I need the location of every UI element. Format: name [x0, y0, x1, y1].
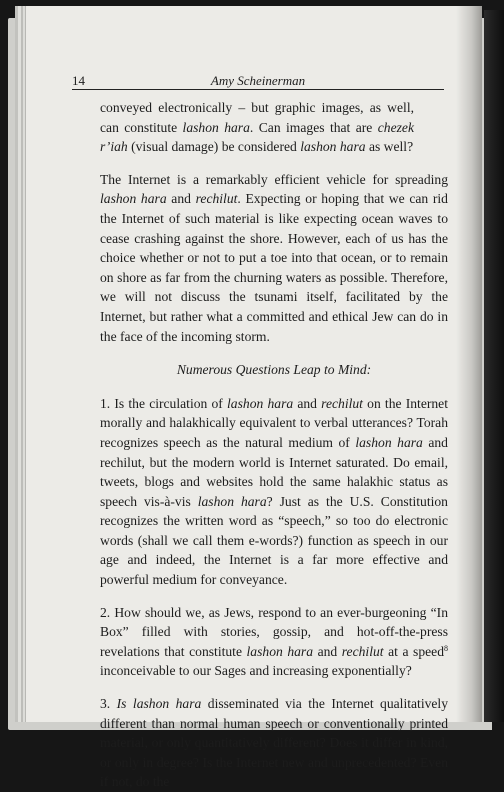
- text-run: conveyed electronically – but graphic images, as well, can constitute: [100, 100, 414, 135]
- italic-run: lashon hara: [227, 395, 294, 411]
- italic-run: lashon hara: [100, 191, 167, 207]
- italic-run: rechilut: [321, 395, 363, 411]
- text-run: The Internet is a remarkably efficient vehicle for spreading: [100, 171, 448, 187]
- italic-run: lashon hara: [182, 119, 250, 135]
- text-run: disseminated via the Internet qualitatively different than normal human speech or conventionally printed material, or only quantitatively different? Does it differ in kind, or only in degree? Is the Internet new and unprecedented? Even if not, do the: [100, 696, 449, 790]
- text-run: . Can images that are: [249, 119, 378, 135]
- text-run: and: [313, 643, 342, 659]
- italic-run: lashon hara: [300, 139, 366, 155]
- footnote-marker[interactable]: 8: [444, 643, 448, 653]
- text-run: (visual damage) be considered: [127, 139, 301, 155]
- italic-run: lashon hara: [246, 643, 314, 659]
- question-2-paragraph: [100, 603, 448, 681]
- page-gutter-shadow: [456, 6, 482, 722]
- question-3-paragraph: [100, 694, 448, 792]
- text-run: inconceivable to our Sages and increasing exponentially?: [100, 663, 412, 679]
- running-title: Amy Scheinerman: [210, 73, 306, 88]
- book-spine: [484, 10, 504, 722]
- italic-run: lashon hara: [355, 434, 423, 450]
- intro-paragraph: [100, 170, 448, 346]
- text-run: 1. Is the circulation of: [100, 395, 228, 411]
- page-number: 14: [72, 73, 85, 88]
- text-run: and rechilut, but the modern world is Internet saturated. Do email, tweets, blogs and websites hold the same halakhic status as speech vis-à-vis: [100, 434, 448, 509]
- text-run: 2. How should we, as Jews, respond to an ever-burgeoning “In Box” filled with stories, gossip, and hot-off-the-press revelations that constitute: [100, 604, 448, 659]
- text-run: ? Just as the U.S. Constitution recognizes the written word as “speech,” so too do electronic words (shall we call them e-words?) function as speech in our age and indeed, the Internet is a far more effective and powerful medium for conveyance.: [100, 493, 448, 588]
- text-run: 3.: [100, 696, 117, 712]
- text-run: and: [166, 191, 196, 207]
- body-text: [100, 98, 448, 792]
- text-run: on the Internet morally and halakhically equivalent to verbal utterances? Torah recognizes speech as the natural medium of: [100, 395, 448, 450]
- text-run: at a speed: [383, 643, 444, 659]
- italic-run: Is lashon hara: [116, 696, 202, 712]
- italic-run: rechilut: [195, 191, 238, 207]
- italic-run: lashon hara: [197, 493, 267, 509]
- text-run: as well?: [365, 139, 414, 155]
- question-1-paragraph: [100, 394, 448, 590]
- text-run: . Expecting or hoping that we can rid the Internet of such material is like expecting ocean waves to cease crashing against the shore. However, each of us has the choice whether or not to put a toe into that ocean, or to remain on shore as far from the churning waters as possible. Therefore, we will not discuss the tsunami itself, facilitated by the Internet, but rather what a committed and ethical Jew can do in the face of the incoming storm.: [100, 191, 448, 344]
- block-quote: [100, 98, 414, 157]
- running-header: [72, 73, 444, 90]
- section-heading: Numerous Questions Leap to Mind:: [176, 362, 372, 378]
- italic-run: chezek r’iah: [100, 119, 414, 155]
- italic-run: rechilut: [341, 643, 384, 659]
- text-run: and: [293, 395, 322, 411]
